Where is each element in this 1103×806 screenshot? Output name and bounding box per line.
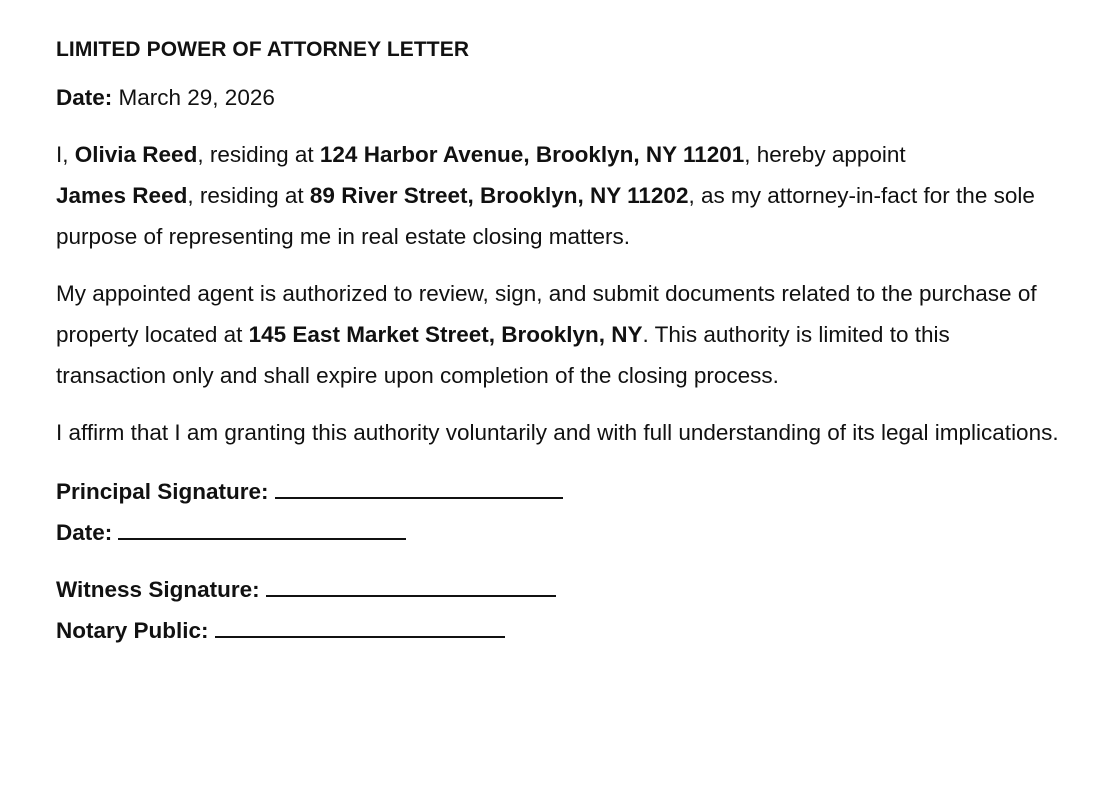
date-label: Date: bbox=[56, 85, 113, 110]
date-line bbox=[56, 77, 1063, 118]
witness-signature-block bbox=[56, 569, 1063, 651]
document-title: LIMITED POWER OF ATTORNEY LETTER bbox=[56, 38, 470, 61]
principal-signature-line[interactable] bbox=[275, 473, 563, 499]
text: My appointed agent is authorized to review, sign, and submit documents related to the purchase of property located at bbox=[56, 281, 1037, 347]
principal-name: Olivia Reed bbox=[74, 142, 198, 167]
text: , hereby appoint bbox=[744, 142, 906, 167]
text: , as my attorney-in-fact for the sole purpose of representing me in real estate closing matters. bbox=[56, 183, 1035, 249]
agent-name: James Reed bbox=[56, 183, 188, 208]
notary-public-line[interactable] bbox=[215, 612, 505, 638]
witness-signature-label: Witness Signature: bbox=[56, 577, 260, 602]
notary-public-label: Notary Public: bbox=[56, 618, 209, 643]
agent-address: 89 River Street, Brooklyn, NY 11202 bbox=[309, 183, 689, 208]
signature-date-line[interactable] bbox=[118, 514, 406, 540]
principal-address: 124 Harbor Avenue, Brooklyn, NY 11201 bbox=[319, 142, 745, 167]
text: , residing at bbox=[187, 183, 310, 208]
date-value: March 29, 2026 bbox=[112, 85, 275, 110]
text: . This authority is limited to this transaction only and shall expire upon completion of the closing process. bbox=[56, 322, 950, 388]
signature-date-label: Date: bbox=[56, 520, 113, 545]
witness-signature-line[interactable] bbox=[266, 571, 556, 597]
principal-signature-row bbox=[56, 471, 1063, 512]
appointment-paragraph bbox=[56, 134, 1063, 257]
text: , residing at bbox=[197, 142, 320, 167]
signature-date-row bbox=[56, 512, 1063, 553]
authority-paragraph bbox=[56, 273, 1063, 396]
notary-public-row bbox=[56, 610, 1063, 651]
principal-signature-label: Principal Signature: bbox=[56, 479, 269, 504]
affirmation-paragraph: I affirm that I am granting this authority voluntarily and with full understanding of its legal implications. bbox=[56, 420, 1059, 445]
property-address: 145 East Market Street, Brooklyn, NY bbox=[248, 322, 643, 347]
principal-signature-block bbox=[56, 471, 1063, 553]
witness-signature-row bbox=[56, 569, 1063, 610]
text: I, bbox=[56, 142, 75, 167]
